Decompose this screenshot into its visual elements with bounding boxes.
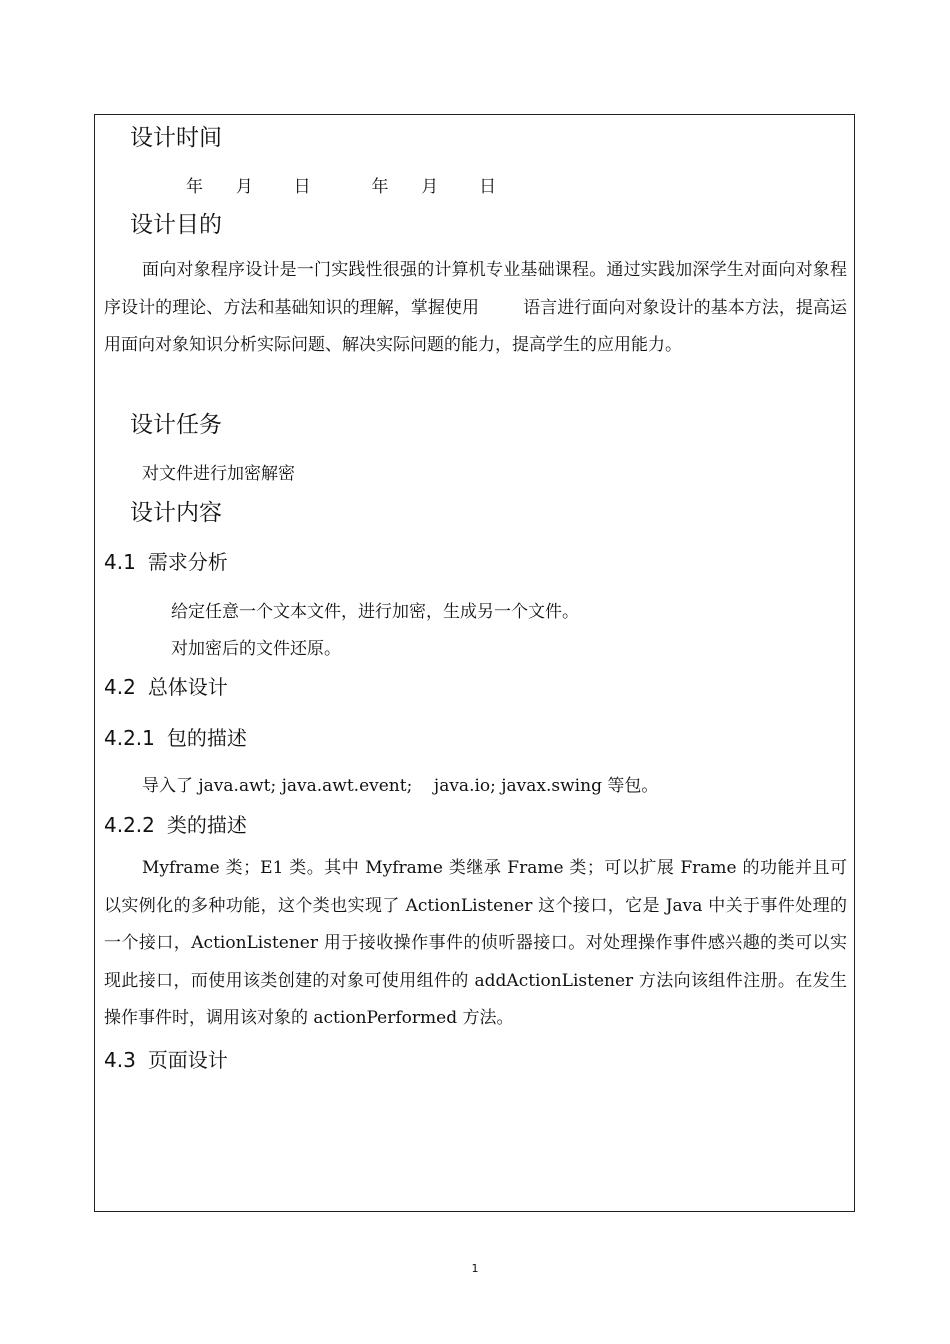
package-description: 导入了 java.awt; java.awt.event; java.io; javax.swing 等包。 bbox=[142, 776, 659, 796]
heading-design-content: 设计内容 bbox=[130, 500, 222, 526]
heading-4-2-1-title: 包的描述 bbox=[166, 726, 247, 750]
heading-4-2-2 bbox=[104, 809, 247, 838]
page-number: 1 bbox=[471, 1262, 479, 1275]
task-text: 对文件进行加密解密 bbox=[142, 464, 295, 484]
heading-4-2-2-num: 4.2.2 bbox=[104, 813, 155, 837]
date-day-2: 日 bbox=[479, 177, 497, 197]
heading-4-3 bbox=[104, 1044, 228, 1073]
heading-4-3-num: 4.3 bbox=[104, 1048, 136, 1072]
date-row bbox=[186, 172, 496, 197]
heading-design-time: 设计时间 bbox=[130, 125, 222, 151]
heading-design-purpose: 设计目的 bbox=[130, 212, 222, 238]
date-year-2: 年 bbox=[371, 177, 389, 197]
date-month-1: 月 bbox=[235, 177, 253, 197]
heading-4-2-1 bbox=[104, 722, 247, 751]
heading-4-2-2-title: 类的描述 bbox=[166, 813, 247, 837]
purpose-text-a: 面向对象程序设计是一门实践性很强的计算机专业基础课程。通过实践加深学生对面向对象程序设计的理论、方法和基础知识的理解，掌握使用 bbox=[104, 260, 847, 318]
heading-4-2-num: 4.2 bbox=[104, 675, 136, 699]
purpose-paragraph bbox=[104, 252, 847, 365]
heading-4-1 bbox=[104, 546, 228, 575]
heading-4-2-1-num: 4.2.1 bbox=[104, 726, 155, 750]
heading-4-3-title: 页面设计 bbox=[147, 1048, 228, 1072]
heading-4-1-title: 需求分析 bbox=[147, 550, 228, 574]
heading-design-task: 设计任务 bbox=[130, 412, 222, 438]
requirement-item-1: 给定任意一个文本文件，进行加密，生成另一个文件。 bbox=[171, 602, 579, 622]
requirement-item-2: 对加密后的文件还原。 bbox=[171, 639, 341, 659]
date-month-2: 月 bbox=[421, 177, 439, 197]
date-year-1: 年 bbox=[186, 177, 203, 197]
purpose-text-b: 语言进行面向对象设计的基本方法，提高运用面向对象知识分析实际问题、解决实际问题的能力，提高学生的应用能力。 bbox=[104, 297, 848, 355]
class-description: Myframe 类；E1 类。其中 Myframe 类继承 Frame 类；可以扩展 Frame 的功能并且可以实例化的多种功能，这个类也实现了 ActionListener 这个接口，它是 Java 中关于事件处理的一个接口，ActionListener 用于接收操作事件的侦听器接口。对处理操作事件感兴趣的类可以实现此接口，而使用该类创建的对象可使用组件的 addActionListener 方法向该组件注册。在发生操作事件时，调用该对象的 actionPerformed 方法。 bbox=[104, 858, 848, 1028]
date-day-1: 日 bbox=[293, 177, 311, 197]
heading-4-1-num: 4.1 bbox=[104, 550, 136, 574]
heading-4-2 bbox=[104, 671, 228, 700]
heading-4-2-title: 总体设计 bbox=[147, 675, 228, 699]
